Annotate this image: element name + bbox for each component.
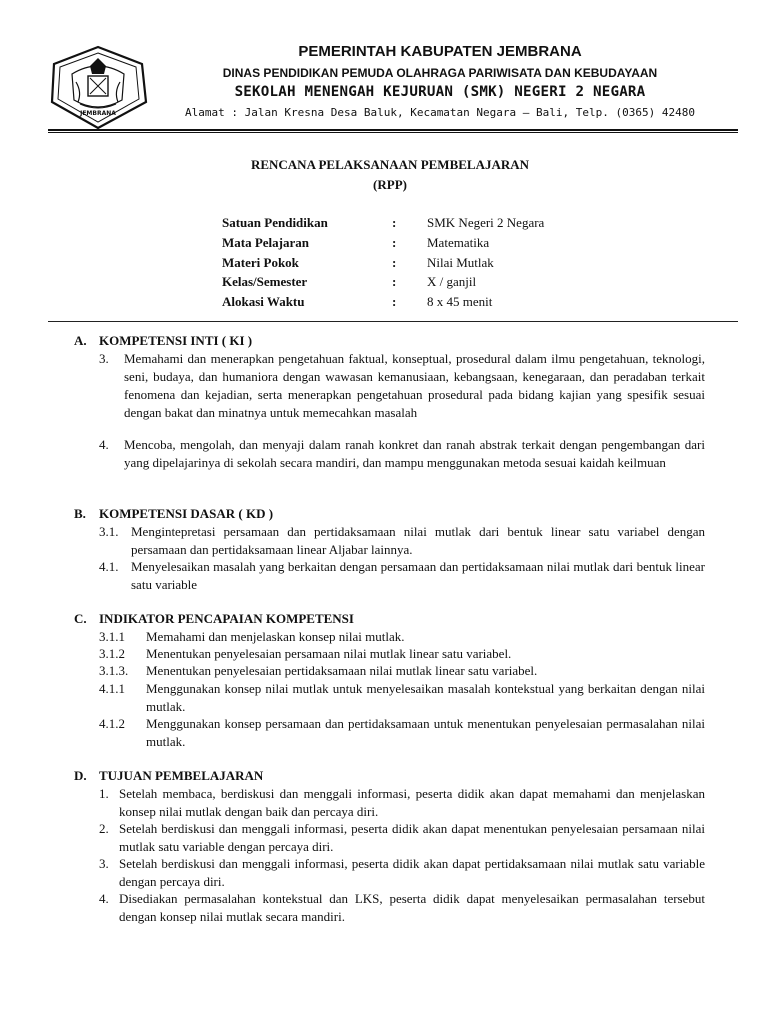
section-b-heading [74,505,273,523]
info-label: Materi Pokok [222,254,299,270]
item-number: 3.1. [99,524,119,539]
item-number: 4. [99,891,109,906]
info-value: Nilai Mutlak [427,254,494,270]
list-item [99,662,705,680]
item-number: 1. [99,786,109,801]
info-colon: : [392,274,397,290]
letterhead-school: SEKOLAH MENENGAH KEJURUAN (SMK) NEGERI 2 NEGARA [234,84,646,100]
item-number: 3. [99,351,109,366]
list-item [99,436,705,472]
item-text: Mengintepretasi persamaan dan pertidaksamaan nilai mutlak dari bentuk linear satu variabel dengan persamaan dan pertidaksamaan linear Aljabar lainnya. [131,524,705,557]
item-number: 4.1.1 [99,681,125,696]
list-item [99,820,705,856]
letterhead-divider-thick [48,129,738,131]
info-row [222,293,642,313]
section-a-heading [74,332,252,350]
section-d-heading [74,767,263,785]
info-row [222,234,642,254]
item-text: Memahami dan menjelaskan konsep nilai mutlak. [146,629,405,644]
list-item [99,680,705,716]
item-text: Setelah membaca, berdiskusi dan menggali informasi, peserta didik akan dapat memahami dan menjelaskan konsep nilai mutlak dengan baik dan percaya diri. [119,786,705,819]
info-colon: : [392,294,397,310]
item-number: 3. [99,856,109,871]
letterhead-department: DINAS PENDIDIKAN PEMUDA OLAHRAGA PARIWISATA DAN KEBUDAYAAN [222,66,658,80]
item-text: Menggunakan konsep persamaan dan pertidaksamaan untuk menentukan penyelesaian permasalahan nilai mutlak. [146,716,705,749]
section-divider [48,321,738,322]
document-subtitle: (RPP) [373,177,407,192]
item-text: Menentukan penyelesaian persamaan nilai mutlak linear satu variabel. [146,646,512,661]
info-row [222,273,642,293]
item-text: Menentukan penyelesaian pertidaksamaan nilai mutlak linear satu variabel. [146,663,538,678]
section-letter: A. [74,333,87,348]
info-label: Mata Pelajaran [222,234,310,250]
item-text: Setelah berdiskusi dan menggali informasi, peserta didik akan dapat pertidaksamaan nilai mutlak satu variable dengan percaya diri. [119,856,705,889]
list-item [99,855,705,891]
item-number: 3.1.3. [99,663,129,678]
section-title: KOMPETENSI DASAR ( KD ) [99,506,274,521]
item-number: 4.1. [99,559,119,574]
info-row [222,254,642,274]
section-letter: D. [74,768,87,783]
section-c-heading [74,610,354,628]
item-text: Menyelesaikan masalah yang berkaitan dengan persamaan dan pertidaksamaan nilai mutlak dari bentuk linear satu variable [131,559,705,592]
identity-table [222,214,642,313]
item-text: Disediakan permasalahan kontekstual dan LKS, peserta didik dapat menyelesaikan permasalahan tersebut dengan konsep nilai mutlak secara mandiri. [119,891,705,924]
info-label: Kelas/Semester [222,274,308,290]
section-letter: C. [74,611,87,626]
section-title: KOMPETENSI INTI ( KI ) [99,333,253,348]
letterhead-government: PEMERINTAH KABUPATEN JEMBRANA [298,43,582,60]
list-item [99,715,705,751]
item-number: 4.1.2 [99,716,125,731]
list-item [99,558,705,594]
item-text: Mencoba, mengolah, dan menyaji dalam ranah konkret dan ranah abstrak terkait dengan pengembangan dari yang dipelajarinya di sekolah secara mandiri, dan mampu menggunakan metoda sesuai kaidah keilmuan [124,437,705,470]
list-item [99,350,705,422]
item-text: Menggunakan konsep nilai mutlak untuk menyelesaikan masalah kontekstual yang berkaitan dengan nilai mutlak. [146,681,705,714]
info-colon: : [392,215,397,230]
list-item [99,523,705,559]
info-colon: : [392,254,397,270]
svg-text:JEMBRANA: JEMBRANA [80,110,116,117]
section-letter: B. [74,506,86,521]
regency-emblem-logo [46,44,150,130]
info-label: Satuan Pendidikan [222,215,328,230]
item-text: Setelah berdiskusi dan menggali informasi, peserta didik akan dapat menentukan penyelesaian persamaan nilai mutlak satu variable dengan percaya diri. [119,821,705,854]
info-row [222,214,642,234]
info-value: Matematika [427,234,490,250]
item-number: 4. [99,437,109,452]
list-item [99,890,705,926]
item-number: 3.1.2 [99,646,125,661]
info-value: 8 x 45 menit [427,294,493,310]
item-text: Memahami dan menerapkan pengetahuan faktual, konseptual, prosedural dalam ilmu pengetahuan, teknologi, seni, budaya, dan humaniora dengan wawasan kemanusiaan, kebangsaan, kenegaraan, dan peradaban terkait fenomena dan kejadian, serta menerapkan pengetahuan prosedural pada bidang kajian yang spesifik sesuai dengan bakat dan minatnya untuk memecahkan masalah [124,351,705,420]
list-item [99,628,705,646]
document-title: RENCANA PELAKSANAAN PEMBELAJARAN [250,157,530,172]
info-colon: : [392,234,397,250]
info-value: SMK Negeri 2 Negara [427,215,545,230]
info-value: X / ganjil [427,274,477,290]
item-number: 3.1.1 [99,629,125,644]
list-item [99,785,705,821]
letterhead-divider-thin [48,132,738,133]
section-title: INDIKATOR PENCAPAIAN KOMPETENSI [99,611,354,626]
item-number: 2. [99,821,109,836]
letterhead-address: Alamat : Jalan Kresna Desa Baluk, Kecamatan Negara – Bali, Telp. (0365) 42480 [185,106,695,119]
info-label: Alokasi Waktu [222,294,305,310]
section-title: TUJUAN PEMBELAJARAN [99,768,264,783]
list-item [99,645,705,663]
